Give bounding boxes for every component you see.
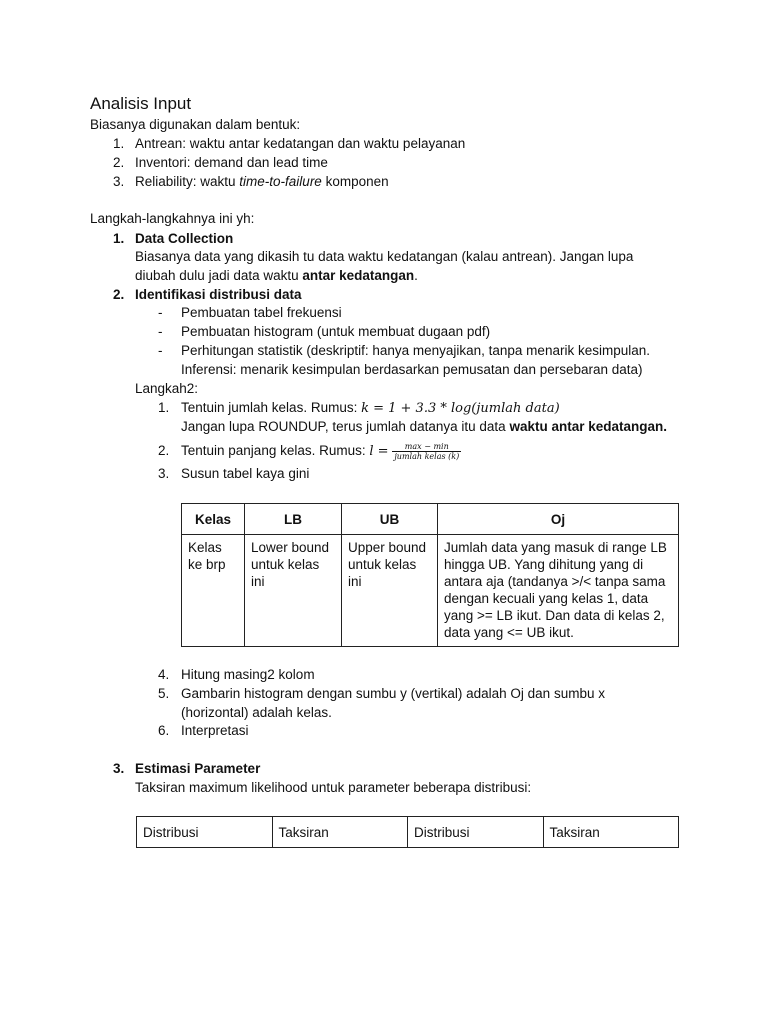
intro-item-1: Antrean: waktu antar kedatangan dan waktu pelayanan [135, 136, 466, 151]
sub-step-1: Tentuin jumlah kelas. Rumus: k = 1 + 3.3 * log(jumlah data) [181, 400, 560, 416]
step-1-line-2: diubah dulu jadi data waktu antar kedatangan. [135, 268, 418, 283]
bullet-1: Pembuatan tabel frekuensi [181, 305, 342, 320]
table-cell-lb: Lower bound untuk kelas ini [245, 535, 342, 647]
table-header-kelas: Kelas [182, 504, 245, 535]
sub-steps-heading: Langkah2: [135, 381, 199, 396]
intro-item-1-number: 1. [113, 136, 125, 151]
intro-item-2-number: 2. [113, 155, 125, 170]
table-cell-ub: Upper bound untuk kelas ini [342, 535, 438, 647]
steps-intro: Langkah-langkahnya ini yh: [90, 211, 255, 226]
intro-item-3: Reliability: waktu time-to-failure komponen [135, 174, 389, 189]
table-header-oj: Oj [438, 504, 679, 535]
estimation-table [136, 816, 679, 848]
estimation-header-taksiran: Taksiran [543, 817, 679, 848]
step-2-number: 2. [113, 287, 125, 302]
table-cell-kelas: Kelas ke brp [182, 535, 245, 647]
estimation-header-distribusi: Distribusi [137, 817, 273, 848]
step-1-line-1: Biasanya data yang dikasih tu data waktu kedatangan (kalau antrean). Jangan lupa [135, 249, 634, 264]
frequency-table [181, 503, 679, 647]
step-1-number: 1. [113, 231, 125, 246]
step-3-number: 3. [113, 761, 125, 776]
bullet-dash: - [158, 305, 163, 320]
sub-step-3-number: 3. [158, 466, 170, 481]
step-3-description: Taksiran maximum likelihood untuk parameter beberapa distribusi: [135, 780, 532, 795]
sub-step-4: Hitung masing2 kolom [181, 667, 315, 682]
sub-step-4-number: 4. [158, 667, 170, 682]
sub-step-5-continuation: (horizontal) adalah kelas. [181, 705, 332, 720]
sub-step-6-number: 6. [158, 723, 170, 738]
intro-item-2: Inventori: demand dan lead time [135, 155, 328, 170]
bullet-3-continuation: Inferensi: menarik kesimpulan berdasarkan pemusatan dan persebaran data) [181, 362, 643, 377]
step-3-title: Estimasi Parameter [135, 761, 261, 776]
sub-step-1-number: 1. [158, 400, 170, 415]
sub-step-2-number: 2. [158, 443, 170, 458]
step-1-title: Data Collection [135, 231, 234, 246]
table-header-lb: LB [245, 504, 342, 535]
sub-step-5: Gambarin histogram dengan sumbu y (vertikal) adalah Oj dan sumbu x [181, 686, 605, 701]
sub-step-2: Tentuin panjang kelas. Rumus: l = $\frac{\max - \min}{\text{jumlah kelas (k)}}$ [181, 441, 460, 461]
bullet-3: Perhitungan statistik (deskriptif: hanya menyajikan, tanpa menarik kesimpulan. [181, 343, 650, 358]
bullet-dash: - [158, 324, 163, 339]
page-title: Analisis Input [90, 94, 192, 113]
estimation-header-taksiran: Taksiran [272, 817, 408, 848]
sub-step-5-number: 5. [158, 686, 170, 701]
bullet-dash: - [158, 343, 163, 358]
estimation-header-distribusi: Distribusi [408, 817, 544, 848]
formula-panjang-kelas: $\frac{\max - \min}{\text{jumlah kelas (k)}}$ [394, 441, 460, 461]
sub-step-6: Interpretasi [181, 723, 249, 738]
step-2-title: Identifikasi distribusi data [135, 287, 302, 302]
intro-item-3-number: 3. [113, 174, 125, 189]
intro-text: Biasanya digunakan dalam bentuk: [90, 117, 301, 132]
sub-step-1-continuation: Jangan lupa ROUNDUP, terus jumlah datanya itu data waktu antar kedatangan. [181, 419, 667, 434]
sub-step-3: Susun tabel kaya gini [181, 466, 310, 481]
table-header-ub: UB [342, 504, 438, 535]
table-cell-oj: Jumlah data yang masuk di range LB hingga UB. Yang dihitung yang di antara aja (tandanya >/< tanpa sama dengan kecuali yang kelas 1, data yang >= LB ikut. Dan data di kelas 2, data yang <= UB ikut. [438, 535, 679, 647]
bullet-2: Pembuatan histogram (untuk membuat dugaan pdf) [181, 324, 491, 339]
formula-jumlah-kelas: k = 1 + 3.3 * log(jumlah data) [361, 401, 560, 416]
